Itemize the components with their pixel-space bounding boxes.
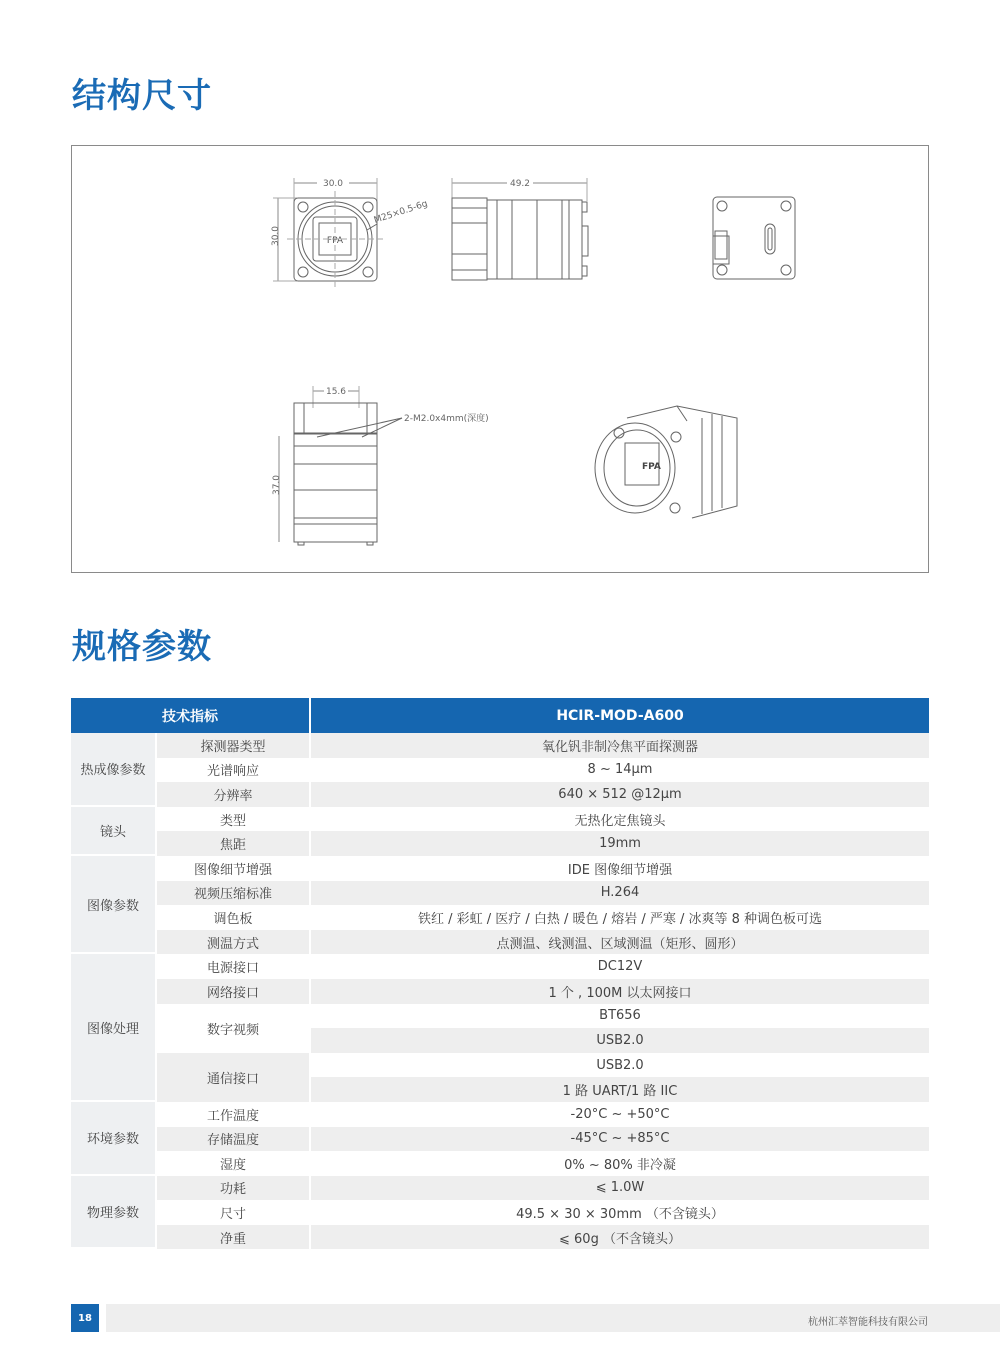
row-value: 49.5 × 30 × 30mm （不含镜头） [311, 1200, 929, 1225]
svg-text:FPA: FPA [642, 462, 661, 472]
header-model: HCIR-MOD-A600 [311, 698, 929, 733]
back-view-drawing [713, 197, 795, 279]
row-label: 尺寸 [157, 1200, 311, 1225]
row-label: 数字视频 [157, 1004, 311, 1053]
svg-text:30.0: 30.0 [322, 179, 344, 189]
group-image-params: 图像参数 [71, 856, 157, 954]
table-row [71, 782, 929, 807]
table-row [71, 856, 929, 881]
row-label: 湿度 [157, 1151, 311, 1176]
row-value: 1 个 , 100M 以太网接口 [311, 979, 929, 1004]
row-value: -45°C ~ +85°C [311, 1127, 929, 1152]
row-value: USB2.0 [311, 1028, 929, 1053]
table-row [71, 1102, 929, 1127]
top-view-drawing [272, 385, 489, 545]
table-row [71, 831, 929, 856]
header-spec-index: 技术指标 [71, 698, 311, 733]
row-value: ⩽ 1.0W [311, 1176, 929, 1201]
group-physical: 物理参数 [71, 1176, 157, 1250]
row-label: 测温方式 [157, 930, 311, 955]
row-label: 图像细节增强 [157, 856, 311, 881]
table-row [71, 979, 929, 1004]
row-label: 通信接口 [157, 1053, 311, 1102]
row-label: 电源接口 [157, 954, 311, 979]
svg-text:M25×0.5-6g: M25×0.5-6g [372, 199, 429, 226]
front-view-drawing [271, 176, 429, 288]
group-env: 环境参数 [71, 1102, 157, 1176]
table-row [71, 881, 929, 906]
group-lens: 镜头 [71, 807, 157, 856]
row-label: 类型 [157, 807, 311, 832]
spec-table [71, 698, 929, 1249]
row-value: -20°C ~ +50°C [311, 1102, 929, 1127]
svg-text:30.0: 30.0 [271, 225, 281, 247]
dimension-drawing [71, 145, 929, 573]
table-row [71, 1151, 929, 1176]
svg-text:FPA: FPA [326, 236, 344, 246]
row-label: 视频压缩标准 [157, 881, 311, 906]
table-row [71, 1176, 929, 1201]
row-label: 探测器类型 [157, 733, 311, 758]
page-number: 18 [71, 1304, 99, 1332]
svg-text:49.2: 49.2 [509, 179, 531, 189]
row-value: 19mm [311, 831, 929, 856]
row-label: 存储温度 [157, 1127, 311, 1152]
table-row [71, 930, 929, 955]
row-value: 铁红 / 彩虹 / 医疗 / 白热 / 暖色 / 熔岩 / 严寒 / 冰爽等 8 种调色板可选 [311, 905, 929, 930]
row-value: IDE 图像细节增强 [311, 856, 929, 881]
table-row [71, 758, 929, 783]
row-label: 分辨率 [157, 782, 311, 807]
row-value: 640 × 512 @12μm [311, 782, 929, 807]
table-row [71, 733, 929, 758]
row-label: 网络接口 [157, 979, 311, 1004]
table-row [71, 1127, 929, 1152]
row-value: 氧化钒非制冷焦平面探测器 [311, 733, 929, 758]
svg-text:2-M2.0x4mm(深度): 2-M2.0x4mm(深度) [404, 414, 489, 424]
row-value: ⩽ 60g （不含镜头） [311, 1225, 929, 1250]
section-title-specs: 规格参数 [72, 627, 212, 667]
svg-text:15.6: 15.6 [325, 387, 347, 397]
table-row [71, 1225, 929, 1250]
section-title-structure: 结构尺寸 [72, 76, 212, 116]
svg-text:37.0: 37.0 [272, 474, 282, 496]
row-value: 8 ~ 14μm [311, 758, 929, 783]
row-value: BT656 [311, 1004, 929, 1029]
row-value: H.264 [311, 881, 929, 906]
row-value: USB2.0 [311, 1053, 929, 1078]
row-value: DC12V [311, 954, 929, 979]
iso-view-drawing [595, 406, 737, 518]
table-row [71, 954, 929, 979]
group-thermal: 热成像参数 [71, 733, 157, 807]
group-image-proc: 图像处理 [71, 954, 157, 1102]
row-label: 焦距 [157, 831, 311, 856]
table-row [71, 1004, 929, 1029]
side-view-drawing [452, 177, 588, 280]
row-label: 功耗 [157, 1176, 311, 1201]
row-label: 工作温度 [157, 1102, 311, 1127]
table-row [71, 1200, 929, 1225]
table-row [71, 807, 929, 832]
row-label: 调色板 [157, 905, 311, 930]
row-label: 光谱响应 [157, 758, 311, 783]
company-name: 杭州汇萃智能科技有限公司 [808, 1317, 928, 1328]
table-row [71, 1053, 929, 1078]
table-row [71, 905, 929, 930]
row-value: 点测温、线测温、区域测温（矩形、圆形） [311, 930, 929, 955]
row-value: 1 路 UART/1 路 IIC [311, 1077, 929, 1102]
row-value: 无热化定焦镜头 [311, 807, 929, 832]
row-label: 净重 [157, 1225, 311, 1250]
row-value: 0% ~ 80% 非冷凝 [311, 1151, 929, 1176]
